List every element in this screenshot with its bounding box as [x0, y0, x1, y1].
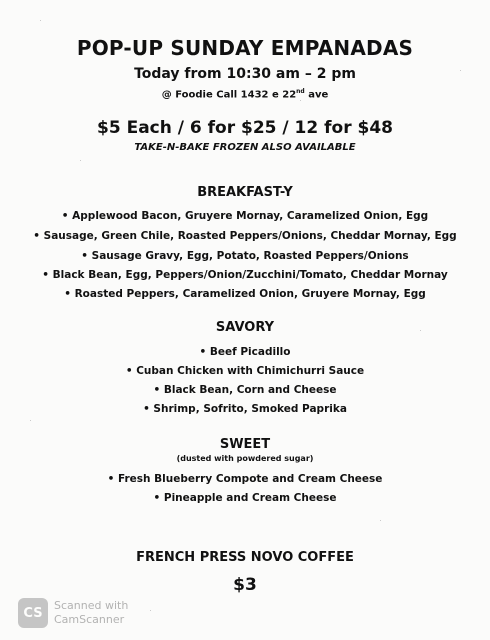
frozen-note: TAKE-N-BAKE FROZEN ALSO AVAILABLE	[134, 142, 356, 153]
event-location	[0, 88, 490, 100]
coffee-label: FRENCH PRESS NOVO COFFEE	[136, 550, 354, 565]
scan-speck	[150, 610, 151, 611]
watermark-line-1: Scanned with	[54, 599, 129, 612]
breakfast-item: • Sausage, Green Chile, Roasted Peppers/Onions, Cheddar Mornay, Egg	[33, 230, 457, 242]
sweet-heading: SWEET	[219, 437, 271, 452]
breakfast-item: • Sausage Gravy, Egg, Potato, Roasted Peppers/Onions	[81, 250, 409, 262]
sweet-note: (dusted with powdered sugar)	[176, 454, 314, 463]
coffee-price: $3	[233, 575, 257, 595]
savory-item: • Black Bean, Corn and Cheese	[153, 384, 337, 396]
scan-speck	[40, 20, 41, 21]
location-suffix: ave	[304, 89, 329, 101]
scan-speck	[300, 100, 301, 101]
sweet-item: • Pineapple and Cream Cheese	[153, 492, 337, 504]
scan-speck	[30, 420, 31, 421]
breakfast-item: • Roasted Peppers, Caramelized Onion, Gruyere Mornay, Egg	[64, 288, 426, 300]
scan-speck	[460, 70, 461, 71]
sweet-item: • Fresh Blueberry Compote and Cream Cheese	[107, 473, 383, 485]
savory-heading: SAVORY	[215, 320, 275, 335]
watermark-line-2: CamScanner	[54, 613, 125, 626]
event-time: Today from 10:30 am – 2 pm	[134, 66, 356, 82]
savory-item: • Shrimp, Sofrito, Smoked Paprika	[143, 403, 347, 415]
pricing: $5 Each / 6 for $25 / 12 for $48	[97, 118, 393, 138]
breakfast-item: • Applewood Bacon, Gruyere Mornay, Caramelized Onion, Egg	[61, 210, 429, 222]
savory-item: • Cuban Chicken with Chimichurri Sauce	[125, 365, 365, 377]
scan-speck	[420, 330, 421, 331]
scan-speck	[80, 160, 81, 161]
breakfast-heading: BREAKFAST-Y	[197, 185, 293, 200]
breakfast-item: • Black Bean, Egg, Peppers/Onion/Zucchini/Tomato, Cheddar Mornay	[42, 269, 448, 281]
location-superscript: nd	[296, 88, 305, 95]
camscanner-logo-icon: CS	[18, 598, 48, 628]
scan-speck	[380, 520, 381, 521]
page-title: POP-UP SUNDAY EMPANADAS	[76, 36, 414, 60]
camscanner-watermark	[18, 598, 128, 628]
watermark-text	[54, 599, 128, 627]
savory-item: • Beef Picadillo	[199, 346, 291, 358]
location-prefix: @ Foodie Call 1432 e 22	[161, 89, 297, 101]
